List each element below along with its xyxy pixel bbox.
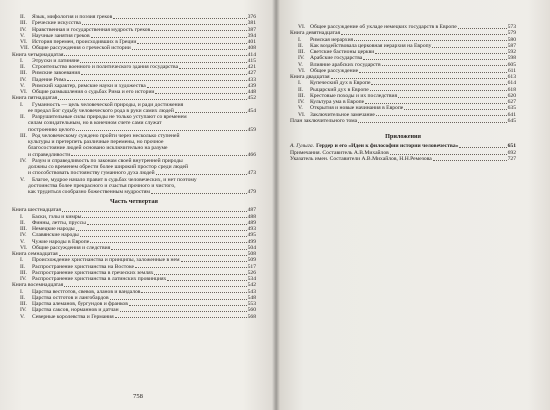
entry-title: Строительство военного и политического здания государства [32,64,179,70]
entry-title: Культура ума в Европе [310,99,365,105]
entry-title: Как воздействовала церковная иерархия на Европу [310,42,432,49]
chapter-number: II. [20,219,26,226]
chapter-number: V. [20,82,25,89]
entry-title: силам созидательным, но в конечном счете сами служат [28,120,162,127]
entry-page-number: 459 [247,126,256,133]
leader-dots [358,122,506,123]
chapter-number: VI. [298,67,306,74]
leader-dots [71,155,246,156]
toc-right-entries [290,24,516,124]
leader-dots [120,311,247,312]
appendix-page-number: 727 [507,156,516,163]
entry-page-number: 592 [507,49,516,55]
entry-title: как трудиться сообразно божественным мудростям [28,189,150,195]
entry-page-number: 641 [507,111,516,118]
chapter-number: IV. [298,55,305,62]
chapter-number: V. [20,32,25,39]
entry-title: Распространение христианства в греческих землях [32,269,154,276]
leader-dots [67,80,247,81]
appendix-list [290,143,516,162]
chapter-number: I. [20,288,24,295]
appendix-title: Гердер и его «Идеи к философии истории человечества» [316,143,459,150]
leader-dots [175,112,247,113]
entry-title: Общее рассуждение [310,67,359,74]
entry-page-number: 598 [507,55,516,62]
leader-dots [147,87,247,88]
entry-title: Влияние арабских государств [310,61,381,68]
entry-title: Царства алеманов, бургундов и франков [32,301,128,307]
entry-title: Книга четырнадцатая [12,51,64,58]
entry-page-number: 543 [247,288,256,295]
entry-page-number: 401 [247,39,256,45]
entry-title: Благое, мудрое начало правит в судьбах человеческих, и нет поэтому [32,176,197,183]
entry-title: Заключительное замечание [310,111,375,118]
entry-page-number: 479 [247,189,256,195]
entry-page-number: 439 [247,82,256,89]
entry-page-number: 504 [247,244,256,251]
entry-title: Немецкие народы [32,226,75,232]
entry-title: Римские завоевания [32,70,80,77]
entry-title: Северные королевства и Германия [32,313,114,320]
entry-title: Арабские государства [310,55,363,62]
entry-title: История перемен, происходивших в Греции [32,39,137,45]
leader-dots [370,90,507,91]
entry-title: Греческие искусства [32,20,81,27]
entry-title: Славянские народы [32,232,79,239]
entry-title: достоинства более прекрасного и счастья прочного и чистого, [28,182,176,189]
leader-dots [115,317,247,318]
chapter-number: II. [20,294,26,301]
entry-page-number: 408 [247,45,256,52]
entry-page-number: 466 [247,151,256,158]
chapter-number: II. [298,42,304,49]
leader-dots [363,59,506,60]
entry-page-number: 473 [247,170,256,177]
entry-title: Римский характер, римские науки и художества [32,82,146,89]
leader-dots [64,55,246,56]
entry-page-number: 415 [247,57,256,64]
leader-dots [156,174,247,175]
chapter-number: I. [20,57,24,64]
leader-dots [80,62,246,63]
entry-title: Книга семнадцатая [12,251,58,257]
entry-title: Этруски и латиняне [32,57,80,64]
chapter-number: V. [298,105,303,112]
entry-page-number: 645 [507,117,516,124]
chapter-number: VI. [20,39,28,45]
entry-page-number: 560 [247,307,256,314]
toc-left-top [12,14,256,195]
leader-dots [181,261,247,262]
leader-dots [81,74,247,75]
entry-page-number: 627 [507,99,516,105]
toc-right-column [290,24,516,162]
entry-page-number: 493 [247,226,256,232]
entry-title: Происхождение христианства и принципы, заложенные в нем [32,257,180,264]
leader-dots [341,34,507,35]
chapter-number: IV. [20,76,27,83]
entry-page-number: 542 [247,282,256,289]
leader-dots [76,230,247,231]
appendix-author: А. Гулыга. [290,143,315,150]
leader-dots [58,99,246,100]
entry-title: Царства вестготов, свевов, аланов и вандалов [32,288,141,295]
entry-title: и способствовать постоянству гуманного духа людей [28,170,155,177]
appendix-title: Указатель имен. Составители А.В.Михайлов, Н.Н.Ремезова [290,156,432,163]
chapter-number: III. [20,20,27,27]
appendix-page-number: 692 [507,149,516,156]
entry-page-number: 394 [247,32,256,39]
chapter-number: II. [20,114,26,120]
entry-page-number: 568 [247,313,256,320]
chapter-number: III. [298,49,305,55]
chapter-number: V. [298,61,303,68]
entry-title: благосостояние людей основано исключительно на разуме [28,145,168,152]
chapter-number: IV. [20,307,27,314]
entry-title: Разум и справедливость по законам своей внутренней природы [32,157,183,164]
leader-dots [167,280,246,281]
chapter-number: II. [20,14,26,20]
chapter-number: IV. [20,157,27,164]
leader-dots [87,224,247,225]
entry-title: культуры и претерпеть различные перемены, но прочное [28,139,164,145]
entry-page-number: 517 [247,263,256,270]
toc-book-entry [290,118,516,124]
entry-page-number: 526 [247,269,256,276]
entry-page-number: 499 [247,238,256,245]
entry-title: Финны, летты, пруссы [32,219,86,226]
entry-title: Книга шестнадцатая [12,207,61,214]
entry-title: Распространение христианства в латинских провинциях [32,276,167,282]
entry-page-number: 611 [507,67,516,74]
chapter-number: III. [20,70,27,77]
leader-dots [179,68,246,69]
chapter-number: II. [20,64,26,70]
chapter-number: III. [298,92,305,99]
leader-dots [155,93,246,94]
leader-dots [90,242,246,243]
leader-dots [141,292,246,293]
chapter-number: III. [20,269,27,276]
entry-title: Светские бастионы церкви [310,49,375,55]
entry-title: Книга пятнадцатая [12,95,58,102]
chapter-number: III. [20,301,27,307]
chapter-number: VI. [298,111,306,118]
entry-title: Научные занятия греков [32,32,90,39]
leader-dots [371,84,506,85]
entry-page-number: 489 [247,219,256,226]
leader-dots [82,217,246,218]
chapter-number: IV. [20,232,27,239]
entry-page-number: 553 [247,301,256,307]
entry-page-number: 548 [247,294,256,301]
leader-dots [76,130,247,131]
leader-dots [137,43,246,44]
right-page [276,0,550,410]
entry-title: Книга двадцатая [290,74,330,80]
entry-title: Род человеческому суждено пройти через несколько ступеней [32,132,180,139]
entry-page-number: 381 [247,20,256,27]
entry-page-number: 487 [247,207,256,214]
entry-page-number: 452 [247,95,256,102]
entry-title: Открытия и новые начинания в Европе [310,105,404,112]
leader-dots [91,37,247,38]
entry-page-number: 579 [507,30,516,37]
chapter-number: V. [20,313,25,320]
leader-dots [432,47,506,48]
chapter-number: I. [298,36,302,43]
entry-title: Книга девятнадцатая [290,30,341,37]
toc-left-column [12,14,256,320]
leader-dots [151,193,247,194]
leader-dots [404,109,506,110]
leader-dots [375,53,506,54]
chapter-number: VI. [20,89,28,95]
entry-page-number: 618 [507,86,516,93]
leader-dots [376,115,507,116]
appendix-entry [290,156,516,162]
leader-dots [113,18,246,19]
entry-title: Распространение христианства на Востоке [32,263,135,270]
entry-title: Общие рассуждения и следствия [32,244,111,251]
chapter-number: IV. [20,26,27,33]
leader-dots [129,305,247,306]
chapter-number: III. [20,132,27,139]
entry-title: План заключительного тома [290,117,358,124]
toc-left-bottom [12,207,256,320]
leader-dots [62,211,247,212]
leader-dots [82,24,247,25]
entry-page-number: 414 [247,51,256,58]
leader-dots [359,72,507,73]
entry-title: построению целого [28,126,75,133]
entry-page-number: 376 [247,14,256,20]
entry-title: Царства саксов, норманнов и датчан [32,307,119,314]
chapter-number: III. [20,226,27,232]
leader-dots [390,154,507,155]
entry-title: Рыцарский дух в Европе [310,86,369,93]
leader-dots [64,286,246,287]
entry-title: и справедливости [28,151,71,158]
leader-dots [398,97,506,98]
entry-page-number: 605 [507,61,516,68]
entry-page-number: 587 [507,42,516,49]
entry-page-number: 534 [247,276,256,282]
appendix-title: Примечания. Составитель А.В.Михайлов [290,149,389,156]
chapter-number: IV. [20,276,27,282]
entry-title: Общие рассуждения о греческой истории [32,45,131,52]
chapter-number: II. [298,86,304,93]
chapter-number: I. [20,213,24,220]
chapter-number: V. [20,238,25,245]
leader-dots [382,65,507,66]
entry-page-number: 613 [507,74,516,80]
chapter-number: V. [20,176,25,183]
entry-page-number: 614 [507,80,516,87]
entry-title: Гуманность — цель человеческой природы, и ради достижения [32,101,184,108]
entry-title: ее предал Бог судьбу человеческого рода в руки самих людей [28,107,174,114]
entry-page-number: 454 [247,107,256,114]
chapter-number: II. [20,263,26,270]
entry-title: Книга восемнадцатая [12,282,64,289]
entry-title: Падение Рима [32,76,66,83]
entry-page-number: 573 [507,24,516,30]
entry-page-number: 580 [507,36,516,43]
leader-dots [354,40,506,41]
entry-page-number: 620 [507,92,516,99]
entry-title: Нравственная и государственная мудрость греков [32,26,151,33]
entry-page-number: 509 [247,257,256,264]
toc-entry [12,189,256,195]
leader-dots [154,274,246,275]
page-number: 758 [133,393,143,400]
part-heading: Часть четвертая [109,198,159,206]
entry-title: Купеческий дух в Европе [310,80,371,87]
entry-title: Чужие народы в Европе [32,238,90,245]
chapter-number: I. [298,80,302,87]
entry-page-number: 635 [507,105,516,112]
leader-dots [110,299,247,300]
leader-dots [365,103,507,104]
leader-dots [111,249,246,250]
leader-dots [459,147,506,148]
chapter-number: VII. [20,45,30,52]
entry-title: должны со временем обрести более широкий простор среди людей [28,164,189,170]
entry-title: Баски, гэлы и кимры [32,213,82,220]
entry-page-number: 495 [247,232,256,239]
entry-page-number: 433 [247,76,256,83]
chapter-number: IV. [298,99,305,105]
toc-entry [12,314,256,320]
leader-dots [135,267,247,268]
leader-dots [59,255,247,256]
chapter-number: I. [20,101,24,108]
entry-page-number: 508 [247,251,256,257]
entry-title: Царства остготов и лангобардов [32,294,109,301]
entry-title: Язык, мифология и поэзия греков [32,14,113,20]
chapter-number: VI. [20,244,28,251]
entry-title: Римская иерархия [310,36,354,43]
entry-title: Крестовые походы и их последствия [310,92,398,99]
entry-title: Разрушительные силы природы не только уступают со временем [32,114,187,120]
leader-dots [80,236,247,237]
entry-page-number: 488 [247,213,256,220]
chapter-number: I. [20,257,24,264]
leader-dots [458,28,507,29]
leader-dots [132,49,247,50]
entry-page-number: 421 [247,64,256,70]
leader-dots [151,30,246,31]
entry-page-number: 427 [247,70,256,77]
chapter-number: VI. [298,24,306,30]
appendix-page-number: 651 [507,143,516,150]
entry-page-number: 387 [247,26,256,33]
appendix-heading: Приложения [385,133,421,140]
leader-dots [331,78,507,79]
leader-dots [433,160,507,161]
book-gutter [272,0,280,410]
entry-page-number: 448 [247,89,256,95]
entry-title: Общие размышления о судьбах Рима и его истории [32,89,155,95]
entry-title: Общее рассуждение об укладе немецких государств в Европе [310,24,457,30]
